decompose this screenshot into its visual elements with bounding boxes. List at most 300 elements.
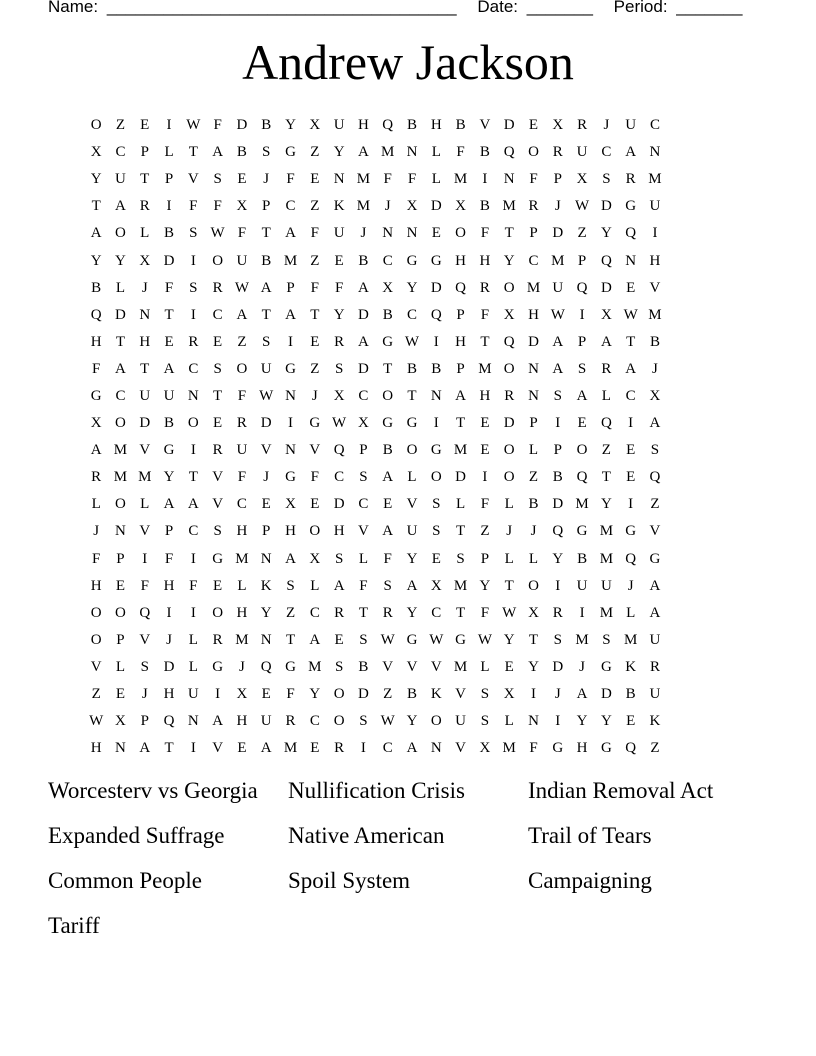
grid-letter: L	[164, 144, 174, 161]
grid-letter: B	[261, 252, 272, 269]
grid-letter: X	[382, 279, 394, 296]
grid-letter: N	[285, 442, 296, 459]
grid-letter: U	[406, 523, 418, 540]
grid-letter: Y	[406, 550, 418, 567]
grid-letter: F	[286, 171, 295, 188]
word-list-item: Tariff	[48, 913, 100, 938]
grid-letter: D	[600, 279, 612, 296]
grid-letter: U	[576, 144, 588, 161]
grid-letter: H	[649, 252, 661, 269]
grid-letter: A	[212, 713, 224, 730]
grid-letter: F	[529, 740, 538, 757]
grid-letter: L	[91, 496, 101, 513]
grid-letter: X	[333, 387, 345, 404]
grid-letter: X	[503, 306, 515, 323]
grid-letter: S	[213, 171, 222, 188]
grid-letter: J	[360, 225, 367, 242]
grid-letter: F	[164, 279, 174, 296]
grid-letter: T	[626, 333, 636, 350]
grid-letter: S	[334, 658, 344, 675]
grid-letter: K	[333, 198, 345, 215]
grid-letter: P	[577, 252, 587, 269]
grid-letter: V	[479, 117, 491, 134]
grid-letter: I	[433, 415, 439, 432]
grid-letter: X	[600, 306, 612, 323]
grid-letter: T	[528, 631, 539, 648]
grid-letter: H	[90, 740, 102, 757]
grid-letter: L	[504, 713, 514, 730]
grid-letter: J	[93, 523, 100, 540]
grid-letter: T	[480, 333, 490, 350]
word-list-item: Spoil System	[288, 868, 411, 893]
grid-letter: L	[310, 577, 320, 594]
grid-letter: I	[433, 333, 439, 350]
grid-letter: C	[382, 252, 393, 269]
grid-letter: I	[166, 604, 172, 621]
grid-letter: I	[142, 550, 148, 567]
grid-letter: G	[406, 415, 418, 432]
grid-letter: B	[649, 333, 660, 350]
grid-letter: Q	[625, 550, 637, 567]
grid-letter: C	[528, 252, 539, 269]
grid-letter: U	[649, 631, 661, 648]
grid-letter: H	[333, 523, 345, 540]
grid-letter: F	[334, 279, 344, 296]
grid-letter: C	[625, 387, 636, 404]
grid-letter: T	[91, 198, 101, 215]
grid-letter: O	[90, 117, 102, 134]
grid-letter: S	[480, 713, 490, 730]
grid-letter: D	[139, 415, 151, 432]
grid-letter: F	[480, 496, 490, 513]
grid-letter: A	[576, 387, 588, 404]
grid-letter: M	[526, 279, 541, 296]
grid-letter: H	[455, 333, 467, 350]
grid-letter: D	[430, 198, 442, 215]
grid-letter: I	[579, 306, 585, 323]
grid-row	[84, 356, 732, 383]
grid-letter: F	[286, 686, 295, 703]
grid-letter: C	[115, 144, 126, 161]
grid-letter: H	[528, 306, 539, 323]
grid-letter: N	[430, 387, 442, 404]
grid-letter: C	[188, 360, 199, 377]
grid-row	[84, 654, 732, 681]
name-blank: _____________________________________	[106, 0, 457, 16]
grid-letter: W	[210, 225, 225, 242]
grid-letter: I	[652, 225, 658, 242]
grid-letter: I	[555, 577, 561, 594]
grid-letter: M	[453, 577, 468, 594]
grid-letter: Y	[503, 631, 515, 648]
grid-letter: D	[600, 198, 612, 215]
grid-letter: I	[288, 415, 294, 432]
grid-letter: G	[625, 523, 637, 540]
grid-letter: W	[234, 279, 250, 296]
grid-letter: A	[333, 577, 345, 594]
grid-letter: V	[187, 171, 199, 188]
grid-letter: J	[384, 198, 391, 215]
grid-letter: X	[430, 577, 442, 594]
grid-letter: Z	[310, 198, 320, 215]
grid-letter: H	[90, 333, 102, 350]
grid-row	[84, 600, 732, 627]
grid-letter: S	[577, 360, 587, 377]
grid-row	[84, 546, 732, 573]
grid-letter: Z	[480, 523, 490, 540]
grid-letter: S	[359, 631, 368, 648]
grid-letter: O	[90, 604, 102, 621]
grid-letter: O	[236, 360, 248, 377]
grid-letter: V	[382, 658, 394, 675]
grid-letter: A	[625, 360, 637, 377]
page-title: Andrew Jackson	[242, 34, 574, 90]
grid-letter: R	[528, 198, 539, 215]
grid-letter: C	[236, 496, 247, 513]
grid-letter: O	[503, 360, 515, 377]
grid-letter: Y	[600, 225, 612, 242]
grid-letter: X	[455, 198, 467, 215]
grid-letter: S	[432, 523, 441, 540]
grid-letter: F	[91, 550, 101, 567]
grid-letter: Q	[649, 469, 661, 486]
grid-letter: I	[190, 604, 196, 621]
grid-letter: D	[333, 496, 345, 513]
grid-letter: O	[90, 631, 102, 648]
grid-letter: B	[552, 469, 563, 486]
grid-letter: U	[333, 117, 345, 134]
grid-letter: G	[90, 387, 102, 404]
grid-letter: D	[503, 415, 515, 432]
grid-letter: T	[407, 387, 417, 404]
grid-letter: I	[628, 496, 634, 513]
grid-letter: A	[357, 333, 369, 350]
grid-letter: C	[309, 604, 320, 621]
grid-letter: M	[138, 469, 152, 486]
grid-letter: F	[189, 577, 198, 594]
grid-letter: S	[334, 550, 344, 567]
grid-letter: X	[236, 198, 248, 215]
grid-letter: Y	[333, 144, 345, 161]
grid-row	[84, 329, 732, 356]
grid-letter: O	[309, 523, 321, 540]
period-blank: _______	[676, 0, 743, 16]
grid-letter: C	[358, 387, 369, 404]
grid-letter: A	[309, 631, 321, 648]
grid-letter: E	[626, 442, 636, 459]
grid-letter: V	[139, 631, 151, 648]
grid-letter: X	[503, 686, 515, 703]
grid-letter: S	[359, 713, 368, 730]
grid-letter: S	[359, 469, 368, 486]
grid-letter: P	[286, 279, 295, 296]
grid-letter: E	[334, 631, 344, 648]
grid-letter: X	[236, 686, 248, 703]
grid-letter: O	[115, 415, 126, 432]
grid-letter: L	[456, 496, 466, 513]
grid-letter: S	[553, 387, 562, 404]
grid-letter: H	[455, 252, 467, 269]
grid-letter: O	[115, 496, 126, 513]
grid-letter: Q	[625, 225, 637, 242]
grid-letter: X	[90, 144, 102, 161]
grid-letter: Q	[552, 523, 564, 540]
grid-row	[84, 193, 732, 220]
grid-letter: A	[115, 360, 126, 377]
grid-letter: X	[479, 740, 491, 757]
grid-letter: L	[528, 442, 539, 459]
grid-letter: I	[190, 740, 196, 757]
grid-letter: R	[649, 658, 660, 675]
grid-letter: B	[236, 144, 247, 161]
grid-row	[84, 220, 732, 247]
grid-letter: M	[453, 442, 468, 459]
grid-letter: Q	[503, 144, 515, 161]
grid-letter: U	[187, 686, 199, 703]
grid-letter: A	[649, 604, 661, 621]
grid-letter: L	[480, 658, 490, 675]
grid-letter: T	[456, 604, 466, 621]
grid-letter: T	[285, 631, 296, 648]
grid-letter: T	[504, 225, 514, 242]
grid-letter: F	[480, 225, 490, 242]
grid-letter: T	[164, 740, 174, 757]
grid-letter: V	[260, 442, 272, 459]
grid-letter: N	[528, 713, 539, 730]
grid-letter: M	[113, 442, 128, 459]
grid-letter: O	[430, 469, 442, 486]
grid-letter: Z	[91, 686, 101, 703]
grid-letter: S	[189, 225, 198, 242]
grid-letter: C	[285, 198, 296, 215]
grid-letter: Y	[552, 550, 564, 567]
grid-letter: O	[406, 442, 418, 459]
grid-row	[84, 681, 732, 708]
grid-letter: R	[212, 442, 223, 459]
grid-letter: T	[164, 306, 174, 323]
grid-letter: F	[140, 577, 149, 594]
grid-letter: H	[139, 333, 151, 350]
grid-letter: B	[528, 496, 539, 513]
grid-letter: B	[164, 415, 175, 432]
grid-letter: U	[139, 387, 151, 404]
grid-letter: I	[628, 415, 634, 432]
grid-letter: K	[260, 577, 272, 594]
grid-letter: X	[90, 415, 102, 432]
grid-letter: R	[334, 333, 345, 350]
grid-letter: G	[285, 360, 296, 377]
grid-letter: E	[431, 550, 441, 567]
grid-letter: U	[552, 279, 564, 296]
grid-letter: F	[213, 198, 222, 215]
grid-letter: I	[482, 469, 488, 486]
grid-letter: P	[140, 713, 149, 730]
date-blank: _______	[526, 0, 593, 16]
grid-letter: I	[166, 117, 172, 134]
grid-letter: I	[555, 713, 561, 730]
student-info-header	[48, 0, 768, 17]
grid-letter: A	[236, 306, 248, 323]
grid-letter: P	[480, 550, 490, 567]
grid-letter: M	[648, 306, 662, 323]
grid-letter: P	[456, 360, 465, 377]
grid-letter: R	[552, 144, 563, 161]
word-list	[48, 778, 768, 958]
grid-letter: A	[357, 144, 369, 161]
grid-letter: C	[382, 740, 393, 757]
grid-letter: W	[404, 333, 420, 350]
grid-letter: Y	[503, 252, 515, 269]
grid-letter: F	[480, 604, 490, 621]
grid-letter: H	[357, 117, 369, 134]
grid-letter: T	[310, 306, 320, 323]
grid-letter: N	[260, 631, 272, 648]
grid-letter: A	[357, 279, 369, 296]
grid-letter: M	[502, 740, 516, 757]
grid-letter: F	[480, 306, 490, 323]
grid-letter: S	[553, 631, 562, 648]
grid-letter: Z	[650, 496, 660, 513]
grid-letter: R	[334, 740, 345, 757]
grid-letter: M	[381, 144, 395, 161]
grid-letter: W	[477, 631, 492, 648]
grid-letter: E	[213, 577, 223, 594]
grid-letter: B	[407, 686, 418, 703]
grid-letter: U	[600, 577, 612, 594]
grid-letter: Y	[260, 604, 272, 621]
grid-letter: H	[479, 252, 491, 269]
grid-letter: L	[407, 469, 417, 486]
grid-letter: G	[309, 415, 321, 432]
grid-letter: D	[163, 252, 175, 269]
grid-letter: A	[576, 686, 588, 703]
grid-letter: Z	[310, 144, 320, 161]
word-list-item: Indian Removal Act	[528, 778, 714, 803]
grid-letter: F	[237, 469, 247, 486]
grid-letter: H	[236, 523, 248, 540]
grid-letter: N	[115, 740, 126, 757]
grid-letter: O	[528, 577, 539, 594]
grid-letter: V	[90, 658, 102, 675]
grid-letter: T	[504, 577, 514, 594]
grid-letter: Q	[503, 333, 515, 350]
grid-letter: T	[261, 306, 271, 323]
grid-letter: A	[90, 442, 102, 459]
grid-letter: L	[140, 225, 150, 242]
grid-letter: Q	[333, 442, 345, 459]
grid-letter: Y	[163, 469, 175, 486]
grid-row	[84, 275, 732, 302]
word-list-item: Worcesterv vs Georgia	[48, 778, 258, 803]
grid-letter: W	[380, 713, 395, 730]
grid-letter: I	[555, 415, 561, 432]
grid-letter: R	[212, 279, 223, 296]
grid-letter: M	[235, 631, 249, 648]
grid-letter: I	[215, 686, 221, 703]
grid-letter: X	[649, 387, 661, 404]
grid-letter: A	[260, 740, 272, 757]
grid-letter: B	[431, 360, 442, 377]
grid-letter: S	[432, 496, 441, 513]
grid-letter: A	[552, 360, 564, 377]
grid-row	[84, 302, 732, 329]
grid-letter: D	[552, 225, 564, 242]
grid-letter: S	[262, 144, 271, 161]
grid-row	[84, 247, 732, 274]
grid-letter: J	[530, 523, 537, 540]
grid-letter: Q	[139, 604, 151, 621]
grid-letter: P	[140, 144, 149, 161]
grid-letter: E	[213, 333, 223, 350]
grid-letter: L	[601, 387, 611, 404]
date-label: Date:	[477, 0, 519, 16]
grid-letter: Y	[528, 658, 539, 675]
grid-letter: M	[599, 523, 614, 540]
grid-letter: V	[139, 442, 151, 459]
grid-letter: P	[116, 631, 125, 648]
grid-letter: H	[90, 577, 102, 594]
grid-letter: S	[480, 686, 490, 703]
grid-letter: N	[528, 360, 539, 377]
grid-letter: L	[188, 631, 198, 648]
grid-letter: C	[188, 523, 199, 540]
grid-letter: E	[164, 333, 174, 350]
grid-letter: E	[261, 496, 271, 513]
grid-letter: H	[163, 686, 175, 703]
grid-letter: N	[406, 225, 418, 242]
grid-letter: A	[649, 577, 661, 594]
grid-letter: E	[626, 279, 636, 296]
grid-letter: E	[115, 577, 126, 594]
grid-letter: U	[115, 171, 126, 188]
grid-letter: R	[188, 333, 199, 350]
grid-letter: V	[406, 496, 418, 513]
grid-letter: Z	[383, 686, 393, 703]
grid-letter: T	[213, 387, 223, 404]
grid-letter: A	[625, 144, 637, 161]
grid-letter: Z	[577, 225, 587, 242]
grid-letter: S	[383, 577, 392, 594]
grid-letter: Q	[260, 658, 272, 675]
grid-letter: N	[406, 144, 418, 161]
grid-letter: J	[239, 658, 245, 675]
grid-letter: B	[407, 117, 418, 134]
grid-letter: S	[213, 523, 222, 540]
grid-letter: X	[357, 415, 369, 432]
grid-letter: J	[554, 686, 561, 703]
grid-letter: A	[285, 225, 296, 242]
grid-letter: N	[260, 550, 272, 567]
grid-letter: J	[141, 279, 148, 296]
grid-letter: D	[503, 117, 515, 134]
grid-letter: C	[212, 306, 223, 323]
grid-letter: M	[575, 631, 589, 648]
grid-letter: G	[625, 198, 637, 215]
grid-letter: O	[212, 252, 224, 269]
grid-letter: V	[212, 469, 224, 486]
grid-row	[84, 735, 732, 762]
grid-letter: L	[504, 550, 514, 567]
grid-letter: Z	[310, 252, 320, 269]
grid-letter: U	[455, 713, 467, 730]
grid-letter: E	[237, 740, 247, 757]
word-list-item: Trail of Tears	[528, 823, 652, 848]
grid-letter: Q	[600, 415, 612, 432]
grid-letter: R	[285, 713, 296, 730]
grid-letter: N	[649, 144, 661, 161]
grid-letter: R	[334, 604, 345, 621]
grid-letter: C	[309, 713, 320, 730]
